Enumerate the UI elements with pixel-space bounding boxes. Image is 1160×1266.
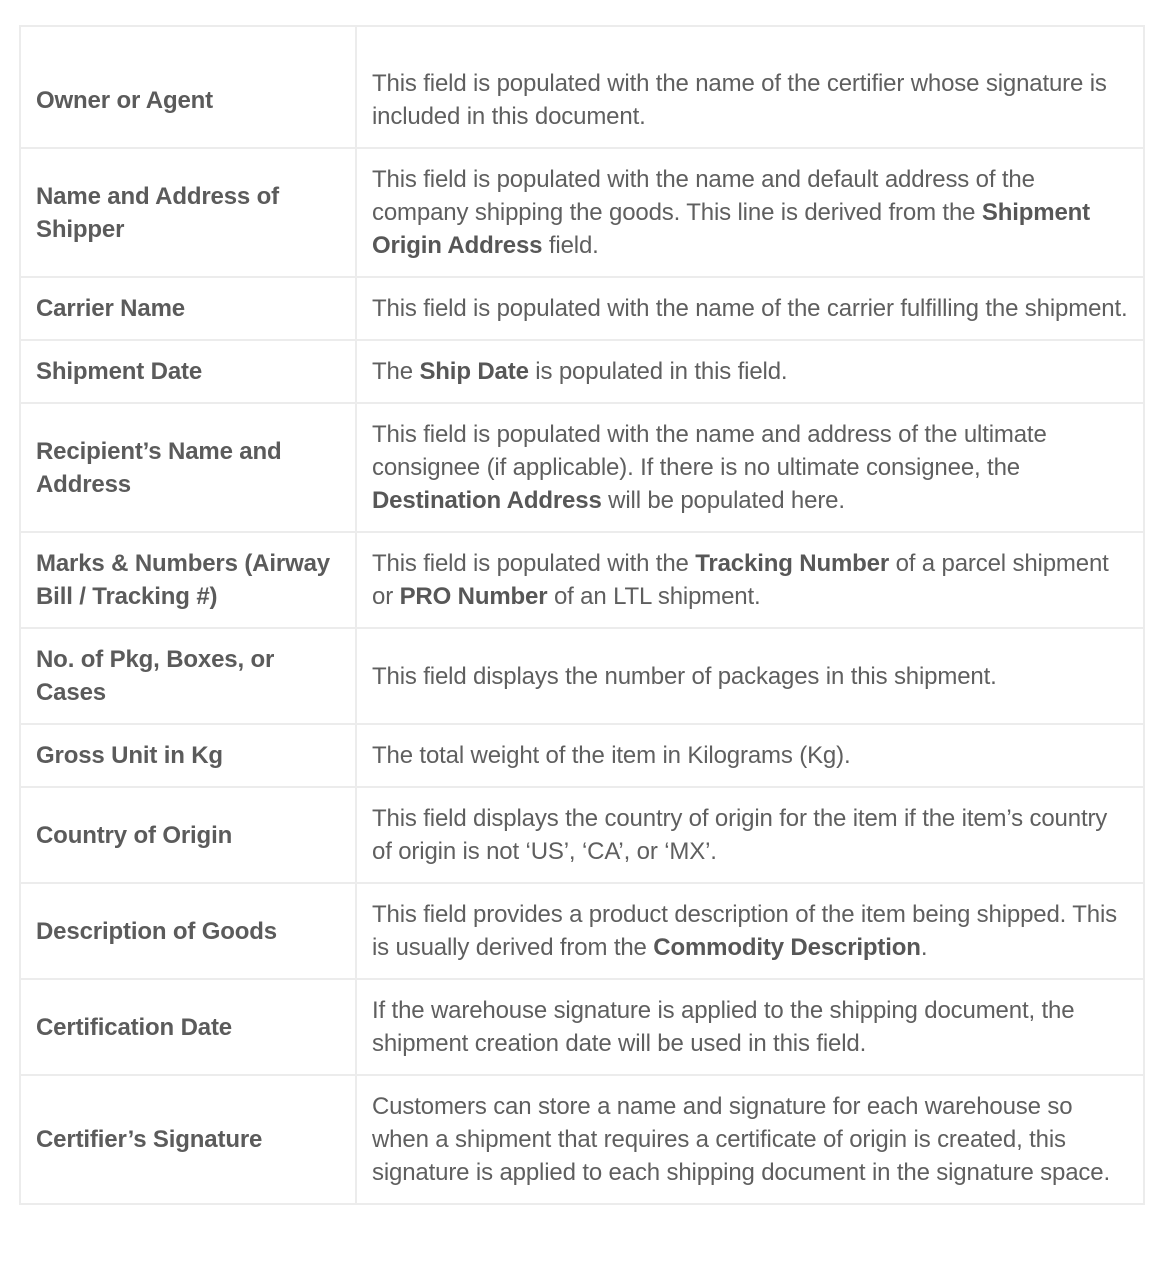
field-reference-table-container (19, 25, 1143, 1205)
description-text: field. (542, 232, 599, 259)
field-name-cell: Certifier’s Signature (20, 1075, 356, 1204)
field-description-cell (356, 403, 1144, 532)
field-description-cell (356, 277, 1144, 340)
description-text: If the warehouse signature is applied to the shipping document, the shipment creation date will be used in this field. (372, 997, 1075, 1057)
description-text: is populated in this field. (528, 358, 788, 385)
field-name-cell: Country of Origin (20, 787, 356, 883)
field-name-cell: Carrier Name (20, 277, 356, 340)
table-row (20, 724, 1144, 787)
field-reference-term: PRO Number (399, 583, 548, 610)
field-description-cell (356, 787, 1144, 883)
description-text: of an LTL shipment. (547, 583, 761, 610)
description-text: This field is populated with the name of the certifier whose signature is included in this document. (372, 70, 1107, 130)
field-reference-term: Tracking Number (695, 550, 890, 577)
field-name-cell: Marks & Numbers (Airway Bill / Tracking #) (20, 532, 356, 628)
table-row (20, 628, 1144, 724)
description-text: Customers can store a name and signature for each warehouse so when a shipment that requires a certificate of origin is created, this signature is applied to each shipping document in the signature space. (372, 1093, 1110, 1186)
field-description-cell (356, 628, 1144, 724)
field-name-cell: Owner or Agent (20, 26, 356, 148)
field-name-cell: Recipient’s Name and Address (20, 403, 356, 532)
table-row (20, 979, 1144, 1075)
table-row (20, 883, 1144, 979)
description-text: This field provides a product description of the item being shipped. This is usually derived from the (372, 901, 1118, 961)
field-description-cell (356, 148, 1144, 277)
field-reference-term: Ship Date (419, 358, 529, 385)
description-text: The total weight of the item in Kilograms (Kg). (372, 742, 851, 769)
table-row (20, 26, 1144, 148)
description-text: This field is populated with the name and address of the ultimate consignee (if applicable). If there is no ultimate consignee, the (372, 421, 1047, 481)
field-reference-table (19, 25, 1145, 1205)
field-name-cell: Name and Address of Shipper (20, 148, 356, 277)
table-row (20, 1075, 1144, 1204)
description-text: will be populated here. (601, 487, 845, 514)
field-name-cell: Description of Goods (20, 883, 356, 979)
field-reference-term: Destination Address (372, 487, 602, 514)
table-row (20, 340, 1144, 403)
table-row (20, 532, 1144, 628)
table-row (20, 403, 1144, 532)
field-description-cell (356, 883, 1144, 979)
description-text: This field is populated with the (372, 550, 696, 577)
field-description-cell (356, 532, 1144, 628)
description-text: This field is populated with the name and default address of the company shipping the goods. This line is derived from the (372, 166, 1035, 226)
field-description-cell (356, 26, 1144, 148)
field-name-cell: Certification Date (20, 979, 356, 1075)
field-description-cell (356, 340, 1144, 403)
description-text: This field displays the number of packages in this shipment. (372, 662, 997, 690)
field-name-cell: No. of Pkg, Boxes, or Cases (20, 628, 356, 724)
field-description-cell (356, 724, 1144, 787)
description-text: of a parcel shipment or (372, 550, 1109, 610)
description-text: This field displays the country of origin for the item if the item’s country of origin is not ‘US’, ‘CA’, or ‘MX’. (372, 805, 1108, 865)
table-row (20, 148, 1144, 277)
field-name-cell: Gross Unit in Kg (20, 724, 356, 787)
description-text: This field is populated with the name of the carrier fulfilling the shipment. (372, 295, 1128, 322)
description-text: The (372, 358, 420, 385)
field-reference-term: Shipment Origin Address (372, 199, 1091, 259)
field-reference-term: Commodity Description (653, 934, 921, 961)
description-text: . (920, 934, 928, 961)
field-name-cell: Shipment Date (20, 340, 356, 403)
field-description-cell (356, 1075, 1144, 1204)
table-row (20, 277, 1144, 340)
table-row (20, 787, 1144, 883)
table-body (20, 26, 1144, 1204)
field-description-cell (356, 979, 1144, 1075)
